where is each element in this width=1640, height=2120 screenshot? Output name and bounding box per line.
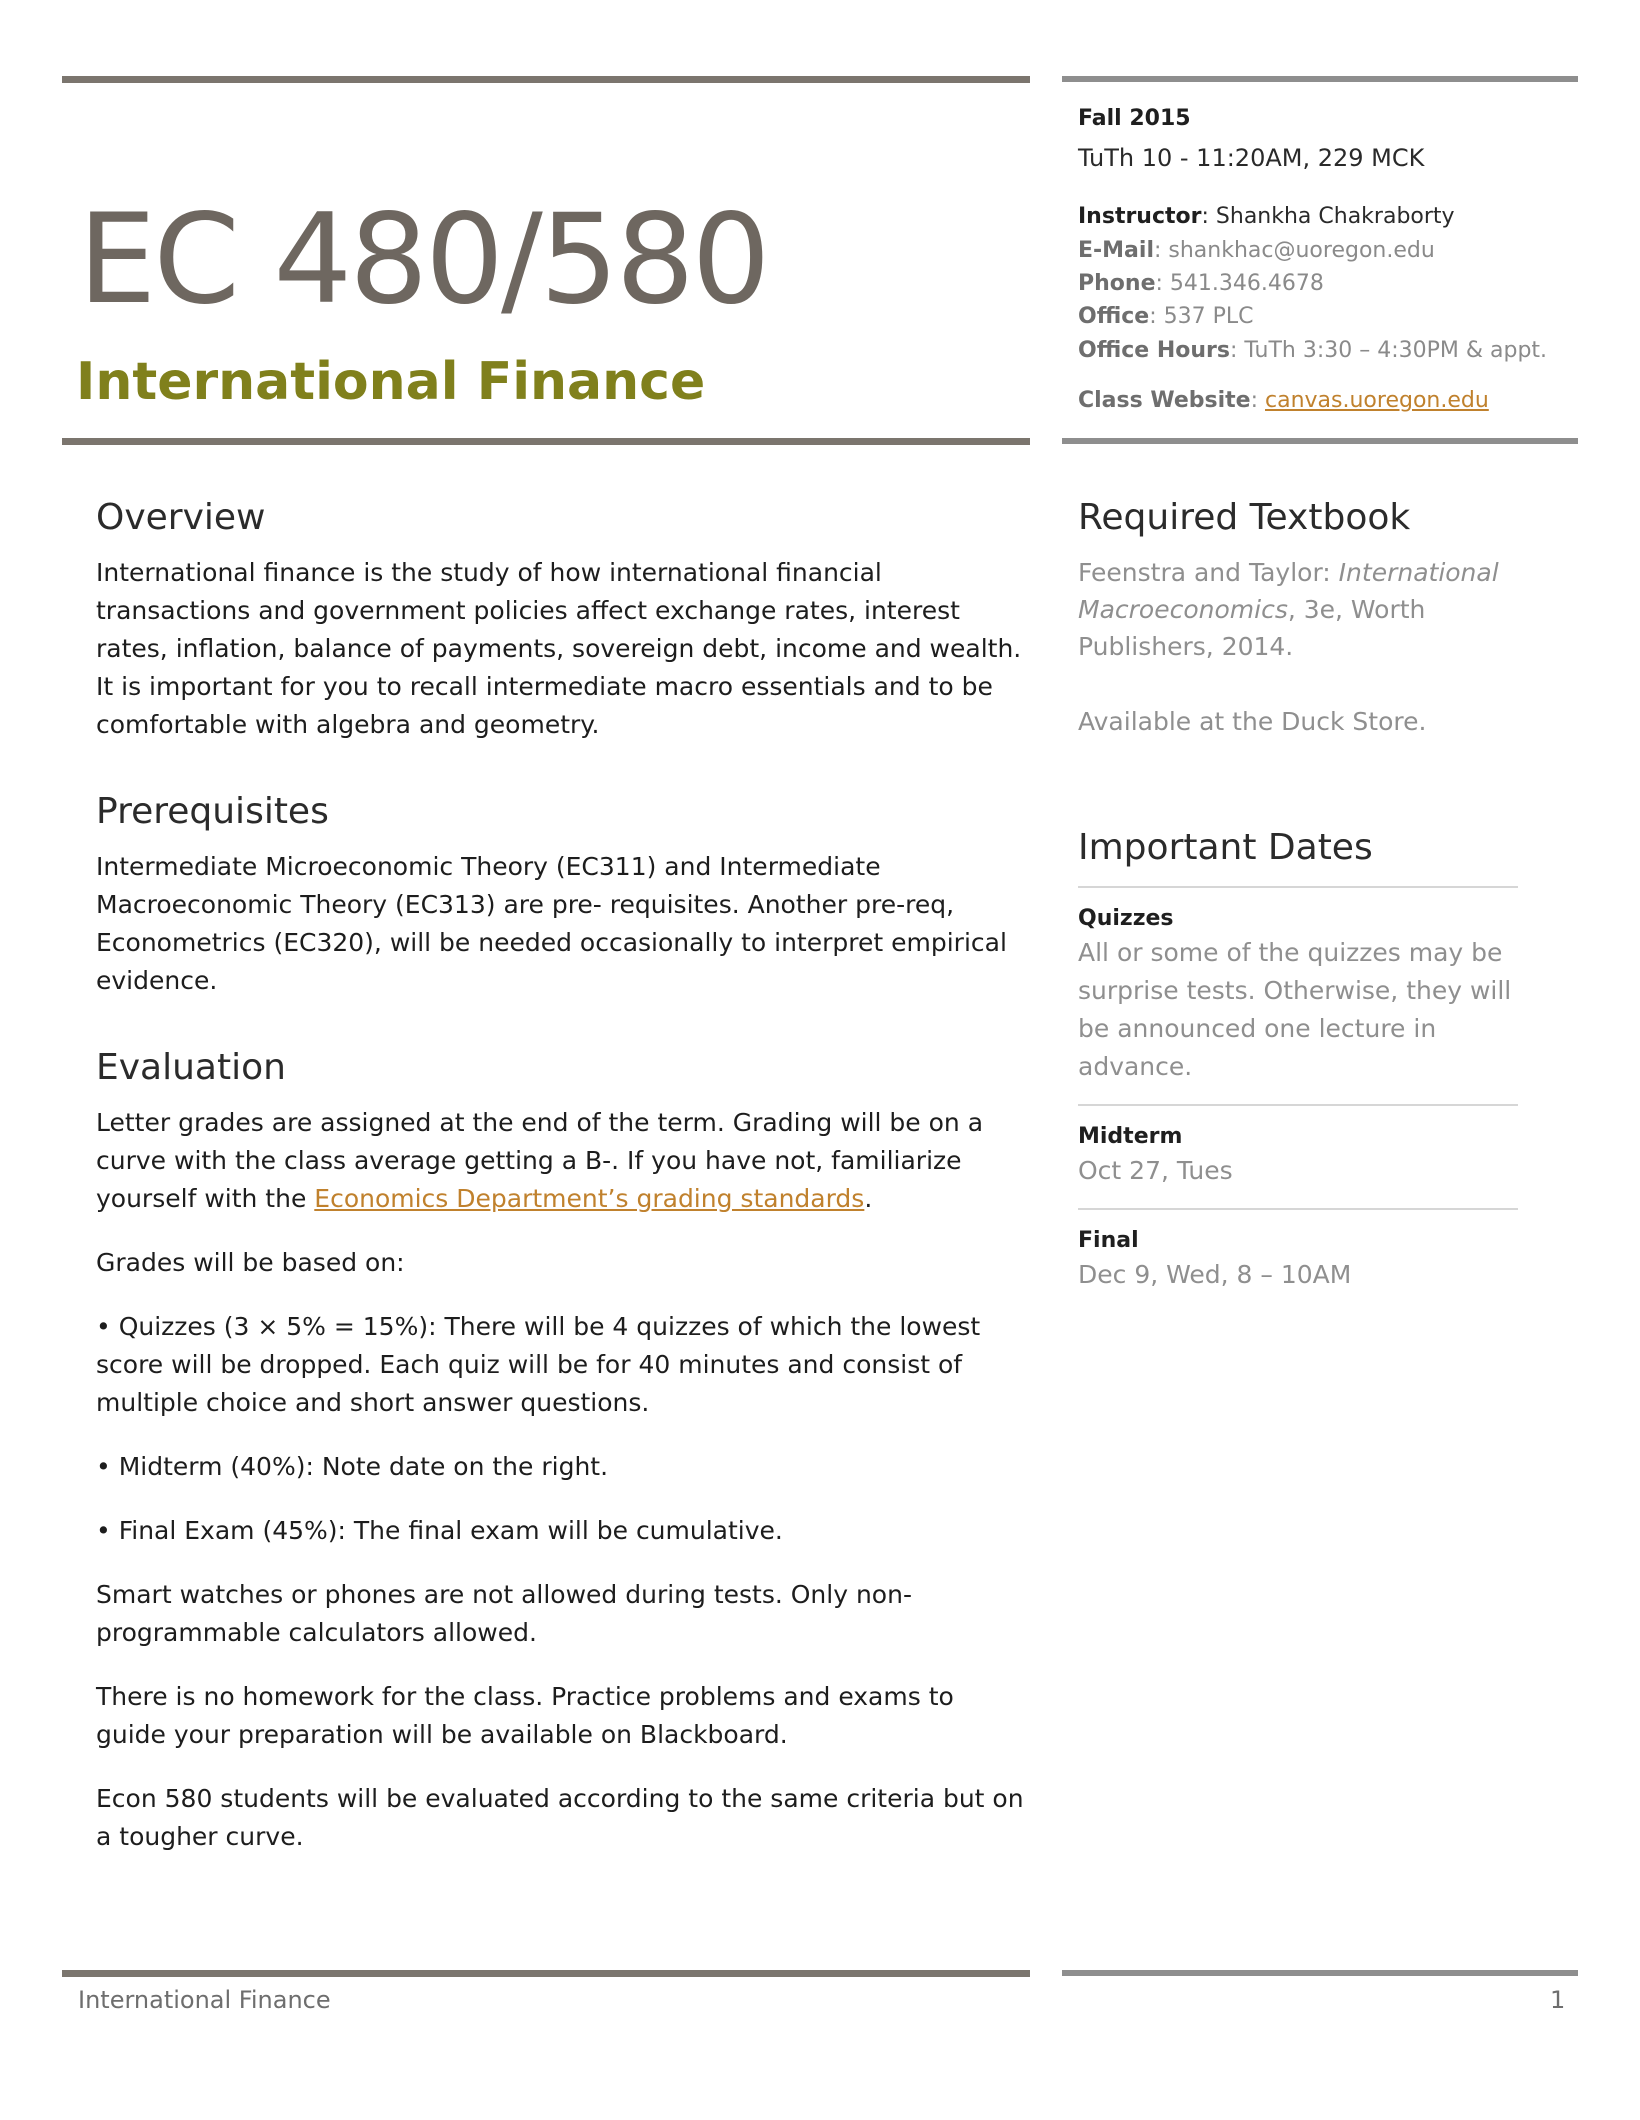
term-label: Fall 2015 (1078, 106, 1191, 131)
evaluation-heading: Evaluation (96, 1047, 286, 1088)
important-dates-heading: Important Dates (1078, 827, 1373, 868)
footer-title: International Finance (78, 1986, 331, 2014)
textbook-availability: Available at the Duck Store. (1078, 707, 1427, 736)
devices-policy-text: Smart watches or phones are not allowed during tests. Only non-programmable calculators allowed. (96, 1580, 912, 1647)
textbook-heading: Required Textbook (1078, 497, 1411, 538)
office-value: : 537 PLC (1149, 304, 1254, 329)
textbook-details: , 3e, Worth Publishers, 2014. (1078, 595, 1426, 661)
final-date-label: Final (1078, 1228, 1139, 1253)
email-key: E-Mail (1078, 238, 1154, 263)
evaluation-grading-end: . (864, 1184, 873, 1213)
right-column (1078, 494, 1518, 1294)
office-hours-key: Office Hours (1078, 338, 1230, 363)
phone-value: : 541.346.4678 (1155, 271, 1324, 296)
office-hours-value: : TuTh 3:30 – 4:30PM & appt. (1230, 338, 1548, 363)
phone-info (1078, 273, 1324, 295)
course-name-subtitle: International Finance (76, 352, 706, 412)
evaluation-grading-text: Letter grades are assigned at the end of the term. Grading will be on a curve with the class average getting a B-. If you have not, familiarize yourself with the (96, 1108, 984, 1213)
instructor-info (1078, 206, 1455, 228)
midterm-bullet: • Midterm (40%): Note date on the right. (96, 1452, 609, 1481)
instructor-value: : Shankha Chakraborty (1201, 204, 1455, 229)
class-website-sep: : (1250, 388, 1266, 413)
footer-page-number: 1 (1550, 1986, 1566, 2014)
overview-heading: Overview (96, 497, 266, 538)
schedule-text: TuTh 10 - 11:20AM, 229 MCK (1078, 144, 1425, 172)
prerequisites-text: Intermediate Microeconomic Theory (EC311) and Intermediate Macroeconomic Theory (EC313) are pre- requisites. Another pre-req, Econometrics (EC320), will be needed occasionally to interpret empirical evidence. (96, 852, 1007, 995)
office-info (1078, 306, 1253, 328)
header-bottom-left-rule (62, 438, 1030, 445)
textbook-citation (1078, 554, 1518, 665)
phone-key: Phone (1078, 271, 1156, 296)
instructor-key: Instructor (1078, 204, 1202, 229)
final-date-text: Dec 9, Wed, 8 – 10AM (1078, 1260, 1352, 1289)
textbook-authors: Feenstra and Taylor: (1078, 558, 1339, 587)
header-bottom-right-rule (1062, 438, 1578, 444)
email-value: : shankhac@uoregon.edu (1153, 238, 1435, 263)
email-info (1078, 240, 1435, 262)
office-key: Office (1078, 304, 1150, 329)
midterm-date-label: Midterm (1078, 1124, 1183, 1149)
evaluation-paragraph-grading (96, 1104, 1026, 1218)
top-left-rule (62, 76, 1030, 83)
quizzes-date-text: All or some of the quizzes may be surprise tests. Otherwise, they will be announced one lecture in advance. (1078, 938, 1512, 1081)
homework-policy-text: There is no homework for the class. Practice problems and exams to guide your preparation will be available on Blackboard. (96, 1682, 954, 1749)
grades-based-on-text: Grades will be based on: (96, 1248, 405, 1277)
overview-text: International finance is the study of how international financial transactions and government policies affect exchange rates, interest rates, inflation, balance of payments, sovereign debt, income and wealth. It is important for you to recall intermediate macro essentials and to be comfortable with algebra and geometry. (96, 558, 1022, 739)
textbook-title: International Macroeconomics (1078, 558, 1499, 624)
footer-right-rule (1062, 1970, 1578, 1976)
prerequisites-heading: Prerequisites (96, 791, 329, 832)
footer-left-rule (62, 1970, 1030, 1977)
econ580-policy-text: Econ 580 students will be evaluated according to the same criteria but on a tougher curve. (96, 1784, 1024, 1851)
final-exam-bullet: • Final Exam (45%): The final exam will be cumulative. (96, 1516, 783, 1545)
course-code-title: EC 480/580 (78, 188, 768, 332)
term-info (1078, 108, 1191, 130)
class-website-link[interactable]: canvas.uoregon.edu (1265, 388, 1489, 413)
midterm-date-text: Oct 27, Tues (1078, 1156, 1233, 1185)
office-hours-info (1078, 340, 1547, 362)
left-column (96, 494, 1026, 1856)
quizzes-bullet: • Quizzes (3 × 5% = 15%): There will be 4 quizzes of which the lowest score will be dropped. Each quiz will be for 40 minutes and consist of multiple choice and short answer questions. (96, 1312, 981, 1417)
quizzes-date-label: Quizzes (1078, 906, 1174, 931)
top-right-rule (1062, 76, 1578, 82)
class-website-info (1078, 390, 1489, 412)
class-website-key: Class Website (1078, 388, 1251, 413)
schedule-info (1078, 146, 1424, 170)
grading-standards-link[interactable]: Economics Department’s grading standards (314, 1184, 865, 1213)
